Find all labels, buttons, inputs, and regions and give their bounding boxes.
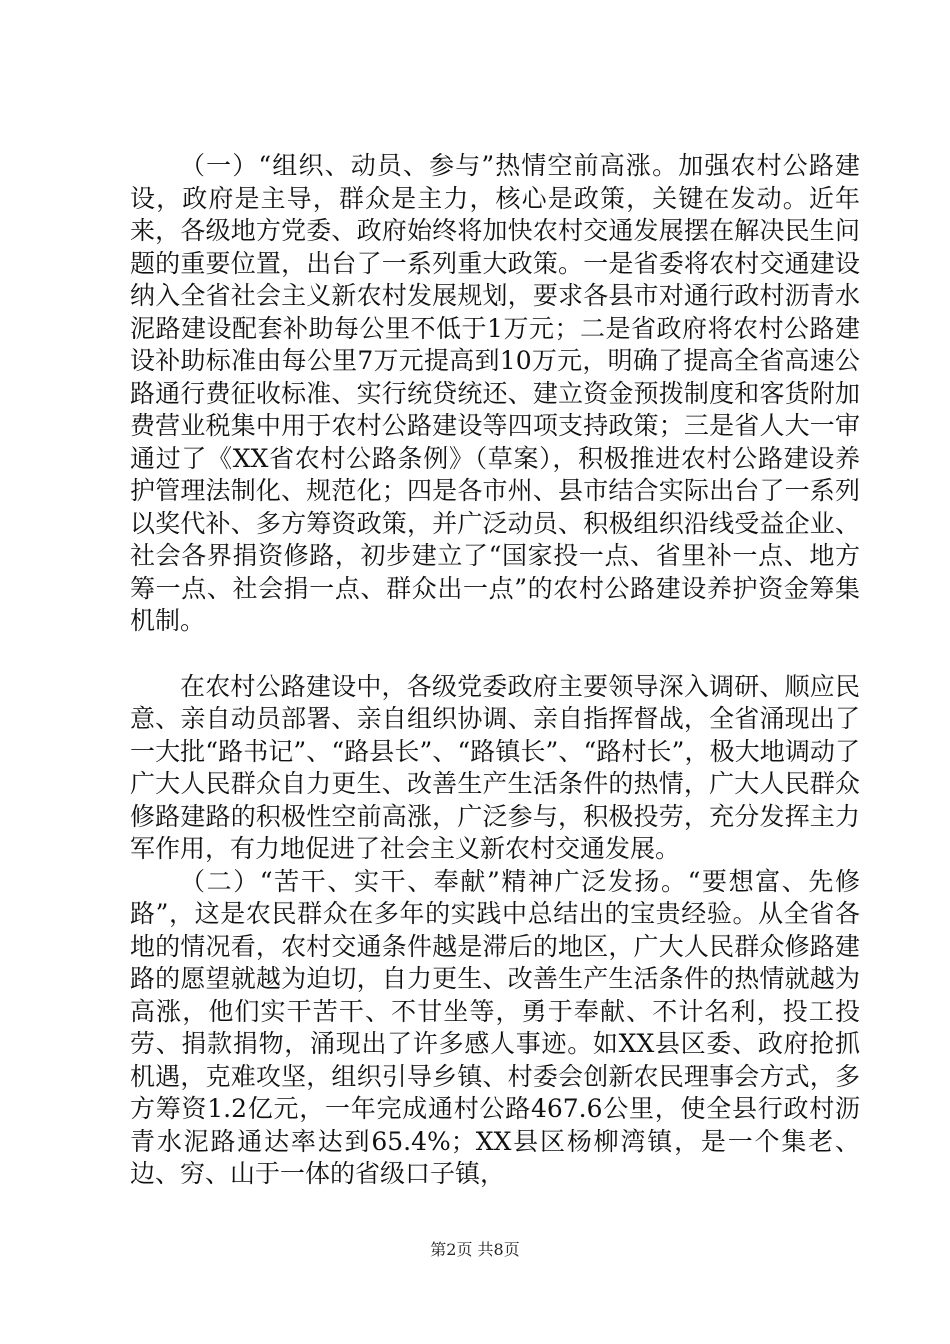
paragraph-leadership: 在农村公路建设中，各级党委政府主要领导深入调研、顺应民意、亲自动员部署、亲自组织协调、亲自指挥督战，全省涌现出了一大批“路书记”、“路县长”、“路镇长”、“路村长”，极大地调动了广大人民群众自力更生、改善生产生活条件的热情，广大人民群众修路建路的积极性空前高涨，广泛参与，积极投劳，充分发挥主力军作用，有力地促进了社会主义新农村交通发展。 bbox=[130, 671, 860, 863]
page-footer: 第2页 共8页 bbox=[430, 1240, 520, 1259]
paragraph-section-one: （一）“组织、动员、参与”热情空前高涨。加强农村公路建设，政府是主导，群众是主力，核心是政策，关键在发动。近年来，各级地方党委、政府始终将加快农村交通发展摆在解决民生问题的重要位置，出台了一系列重大政策。一是省委将农村交通建设纳入全省社会主义新农村发展规划，要求各县市对通行政村沥青水泥路建设配套补助每公里不低于1万元；二是省政府将农村公路建设补助标准由每公里7万元提高到10万元，明确了提高全省高速公路通行费征收标准、实行统贷统还、建立资金预拨制度和客货附加费营业税集中用于农村公路建设等四项支持政策；三是省人大一审通过了《XX省农村公路条例》（草案），积极推进农村公路建设养护管理法制化、规范化；四是各市州、县市结合实际出台了一系列以奖代补、多方筹资政策，并广泛动员、积极组织沿线受益企业、社会各界捐资修路，初步建立了“国家投一点、省里补一点、地方筹一点、社会捐一点、群众出一点”的农村公路建设养护资金筹集机制。 bbox=[130, 151, 860, 635]
paragraph-section-two: （二）“苦干、实干、奉献”精神广泛发扬。“要想富、先修路”，这是农民群众在多年的实践中总结出的宝贵经验。从全省各地的情况看，农村交通条件越是滞后的地区，广大人民群众修路建路的愿望就越为迫切，自力更生、改善生产生活条件的热情就越为高涨，他们实干苦干、不甘坐等，勇于奉献、不计名利，投工投劳、捐款捐物，涌现出了许多感人事迹。如XX县区委、政府抢抓机遇，克难攻坚，组织引导乡镇、村委会创新农民理事会方式，多方筹资1.2亿元，一年完成通村公路467.6公里，使全县行政村沥青水泥路通达率达到65.4%；XX县区杨柳湾镇，是一个集老、边、穷、山于一体的省级口子镇， bbox=[130, 866, 860, 1188]
document-body bbox=[130, 150, 860, 1191]
